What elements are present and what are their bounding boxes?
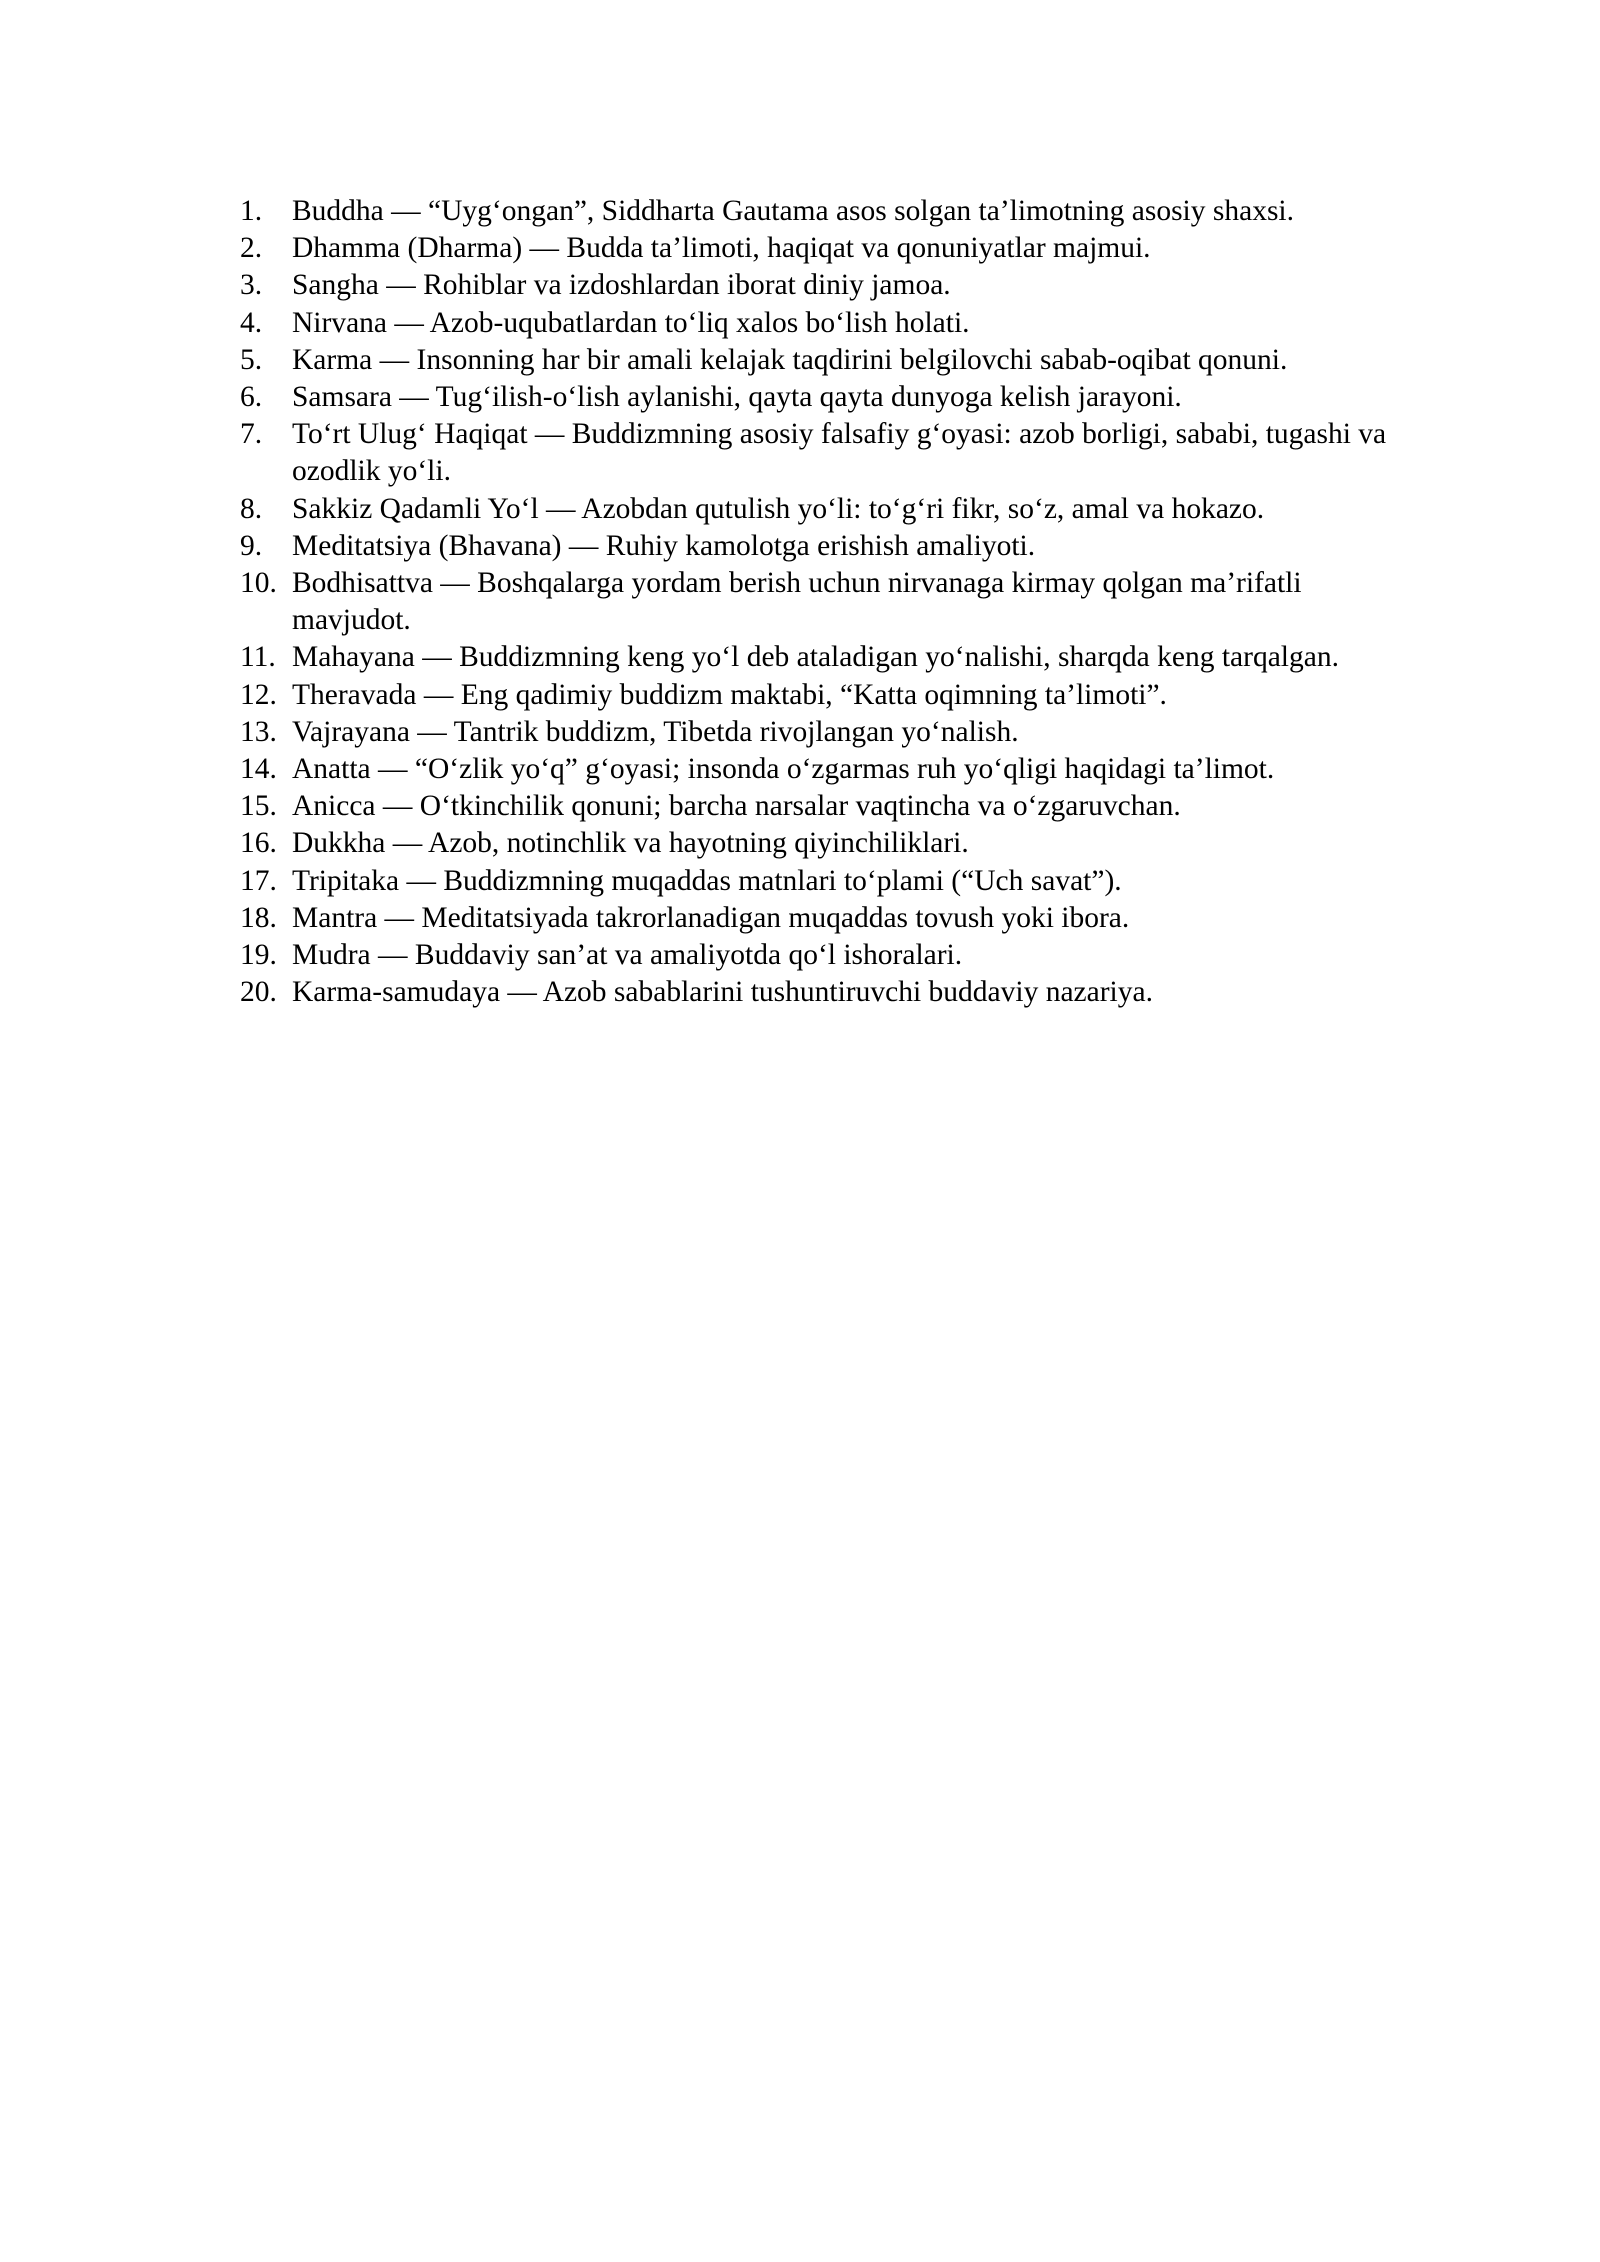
list-item-text: Theravada — Eng qadimiy buddizm maktabi, “Katta oqimning ta’limoti”. [292,678,1167,711]
list-item-number: 1. [240,195,263,227]
list-item [240,267,1420,304]
list-item-text: Mahayana — Buddizmning keng yo‘l deb ataladigan yo‘nalishi, sharqda keng tarqalgan. [292,641,1339,674]
list-item-number: 13. [240,715,277,748]
list-item-text: Bodhisattva — Boshqalarga yordam berish uchun nirvanaga kirmay qolgan ma’rifatli mavjudot. [292,567,1302,637]
list-item-number: 19. [240,939,277,972]
list-item-text: Samsara — Tug‘ilish-o‘lish aylanishi, qayta qayta dunyoga kelish jarayoni. [292,381,1182,414]
list-item-text: Nirvana — Azob-uqubatlardan to‘liq xalos bo‘lish holati. [292,306,970,339]
list-item [240,193,1420,230]
list-item-number: 2. [240,232,263,265]
list-item-number: 3. [240,269,263,302]
list-item-text: Sakkiz Qadamli Yo‘l — Azobdan qutulish yo‘li: to‘g‘ri fikr, so‘z, amal va hokazo. [292,492,1265,525]
list-item-number: 8. [240,492,263,525]
list-item [240,751,1420,788]
list-item [240,639,1420,676]
list-item [240,937,1420,974]
list-item-text: Dhamma (Dharma) — Budda ta’limoti, haqiqat va qonuniyatlar majmui. [292,232,1151,265]
list-item-number: 5. [240,343,263,376]
list-item-text: Buddha — “Uyg‘ongan”, Siddharta Gautama asos solgan ta’limotning asosiy shaxsi. [292,195,1295,227]
list-item-text: Vajrayana — Tantrik buddizm, Tibetda rivojlangan yo‘nalish. [292,715,1019,748]
list-item-number: 18. [240,901,277,934]
list-item-text: Karma — Insonning har bir amali kelajak taqdirini belgilovchi sabab-oqibat qonuni. [292,343,1288,376]
list-item-number: 15. [240,790,277,823]
term-list [240,193,1420,1011]
list-item [240,900,1420,937]
list-item-text: Dukkha — Azob, notinchlik va hayotning qiyinchiliklari. [292,827,969,860]
list-item [240,714,1420,751]
list-item [240,788,1420,825]
list-item-text: Meditatsiya (Bhavana) — Ruhiy kamolotga erishish amaliyoti. [292,529,1036,562]
list-item [240,342,1420,379]
list-item-number: 4. [240,306,263,339]
list-item-text: Karma-samudaya — Azob sabablarini tushuntiruvchi buddaviy nazariya. [292,976,1153,1009]
list-item-text: Anicca — O‘tkinchilik qonuni; barcha narsalar vaqtincha va o‘zgaruvchan. [292,790,1181,823]
list-item [240,974,1420,1011]
list-item [240,565,1420,639]
list-item-text: Mantra — Meditatsiyada takrorlanadigan muqaddas tovush yoki ibora. [292,901,1130,934]
list-item-text: Mudra — Buddaviy san’at va amaliyotda qo‘l ishoralari. [292,939,963,972]
list-item-text: To‘rt Ulug‘ Haqiqat — Buddizmning asosiy falsafiy g‘oyasi: azob borligi, sababi, tugashi va ozodlik yo‘li. [292,418,1387,488]
list-item [240,491,1420,528]
list-item-text: Tripitaka — Buddizmning muqaddas matnlari to‘plami (“Uch savat”). [292,864,1122,897]
list-item-text: Anatta — “O‘zlik yo‘q” g‘oyasi; insonda o‘zgarmas ruh yo‘qligi haqidagi ta’limot. [292,753,1275,786]
list-item-number: 20. [240,976,277,1009]
list-item [240,528,1420,565]
list-item [240,305,1420,342]
list-item [240,416,1420,490]
list-item [240,825,1420,862]
list-item [240,230,1420,267]
list-item [240,677,1420,714]
list-item-number: 11. [240,641,276,674]
list-item-number: 14. [240,753,277,786]
list-item-number: 12. [240,678,277,711]
list-item [240,863,1420,900]
list-item-number: 10. [240,567,277,600]
list-item [240,379,1420,416]
list-item-number: 6. [240,381,263,414]
list-item-number: 16. [240,827,277,860]
list-item-text: Sangha — Rohiblar va izdoshlardan iborat diniy jamoa. [292,269,951,302]
list-item-number: 9. [240,529,263,562]
list-item-number: 7. [240,418,263,451]
list-item-number: 17. [240,864,277,897]
